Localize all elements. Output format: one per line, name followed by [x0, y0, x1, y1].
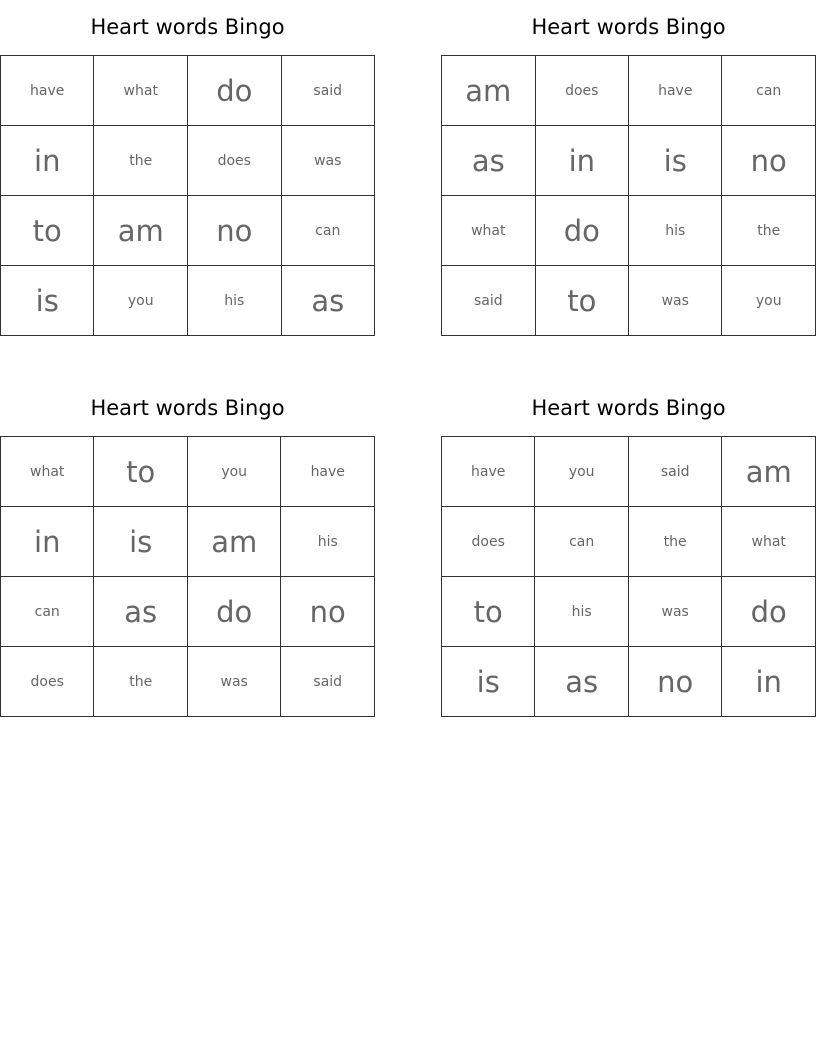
- bingo-grid: [0, 436, 375, 717]
- bingo-cell: can: [722, 56, 816, 126]
- bingo-cell: what: [1, 437, 94, 507]
- bingo-cell: does: [188, 126, 281, 196]
- bingo-cell: have: [281, 437, 375, 507]
- bingo-cell: have: [629, 56, 722, 126]
- grid-row: [1, 196, 375, 266]
- bingo-cell: his: [535, 577, 628, 647]
- bingo-cell: to: [442, 577, 535, 647]
- bingo-cell: said: [281, 647, 375, 717]
- bingo-cell: in: [1, 507, 94, 577]
- bingo-cell: does: [442, 507, 535, 577]
- grid-row: [442, 577, 816, 647]
- card-title: Heart words Bingo: [531, 396, 726, 420]
- bingo-cell: is: [94, 507, 187, 577]
- bingo-cell: you: [94, 266, 188, 336]
- grid-row: [1, 437, 375, 507]
- bingo-cell: his: [281, 507, 375, 577]
- bingo-cell: does: [1, 647, 94, 717]
- bingo-cell: to: [1, 196, 94, 266]
- bingo-cell: you: [722, 266, 816, 336]
- bingo-cell: does: [535, 56, 628, 126]
- bingo-cell: was: [628, 577, 721, 647]
- bingo-cell: do: [188, 56, 281, 126]
- bingo-cell: can: [281, 196, 374, 266]
- bingo-cell: was: [187, 647, 281, 717]
- bingo-cell: have: [442, 437, 535, 507]
- bingo-cell: as: [535, 647, 628, 717]
- bingo-cell: said: [281, 56, 374, 126]
- bingo-cell: the: [94, 126, 188, 196]
- card-title: Heart words Bingo: [531, 15, 726, 39]
- bingo-cell: in: [722, 647, 816, 717]
- bingo-cell: to: [94, 437, 187, 507]
- bingo-cell: what: [442, 196, 536, 266]
- bingo-cell: what: [722, 507, 816, 577]
- grid-row: [1, 126, 375, 196]
- bingo-cell: am: [722, 437, 816, 507]
- grid-row: [442, 507, 816, 577]
- bingo-cell: in: [1, 126, 94, 196]
- bingo-cell: am: [94, 196, 188, 266]
- grid-row: [442, 266, 816, 336]
- grid-row: [1, 577, 375, 647]
- bingo-cell: am: [442, 56, 536, 126]
- bingo-cell: do: [535, 196, 628, 266]
- bingo-cell: no: [188, 196, 281, 266]
- bingo-cell: was: [629, 266, 722, 336]
- bingo-cell: can: [1, 577, 94, 647]
- grid-row: [1, 56, 375, 126]
- grid-row: [442, 126, 816, 196]
- bingo-cell: in: [535, 126, 628, 196]
- card-title: Heart words Bingo: [90, 396, 285, 420]
- grid-row: [442, 196, 816, 266]
- bingo-cell: no: [628, 647, 721, 717]
- grid-row: [442, 647, 816, 717]
- bingo-cell: have: [1, 56, 94, 126]
- grid-row: [1, 507, 375, 577]
- bingo-cell: the: [94, 647, 187, 717]
- bingo-grid: [0, 55, 375, 336]
- bingo-cell: said: [628, 437, 721, 507]
- bingo-cell: as: [442, 126, 536, 196]
- bingo-cell: as: [94, 577, 187, 647]
- bingo-cell: do: [187, 577, 281, 647]
- bingo-grid: [441, 436, 816, 717]
- bingo-cell: is: [1, 266, 94, 336]
- bingo-cell: is: [629, 126, 722, 196]
- bingo-cell: the: [628, 507, 721, 577]
- bingo-cell: his: [629, 196, 722, 266]
- bingo-cell: can: [535, 507, 628, 577]
- card-title: Heart words Bingo: [90, 15, 285, 39]
- grid-row: [1, 647, 375, 717]
- bingo-cell: am: [187, 507, 281, 577]
- bingo-cell: was: [281, 126, 374, 196]
- bingo-grid: [441, 55, 816, 336]
- bingo-cell: is: [442, 647, 535, 717]
- bingo-cell: his: [188, 266, 281, 336]
- grid-row: [1, 266, 375, 336]
- bingo-cell: you: [535, 437, 628, 507]
- bingo-cell: as: [281, 266, 374, 336]
- bingo-cell: you: [187, 437, 281, 507]
- bingo-cell: said: [442, 266, 536, 336]
- grid-row: [442, 437, 816, 507]
- bingo-cell: no: [722, 126, 816, 196]
- bingo-cell: to: [535, 266, 628, 336]
- bingo-cell: the: [722, 196, 816, 266]
- bingo-cell: what: [94, 56, 188, 126]
- grid-row: [442, 56, 816, 126]
- bingo-cell: no: [281, 577, 375, 647]
- bingo-cell: do: [722, 577, 816, 647]
